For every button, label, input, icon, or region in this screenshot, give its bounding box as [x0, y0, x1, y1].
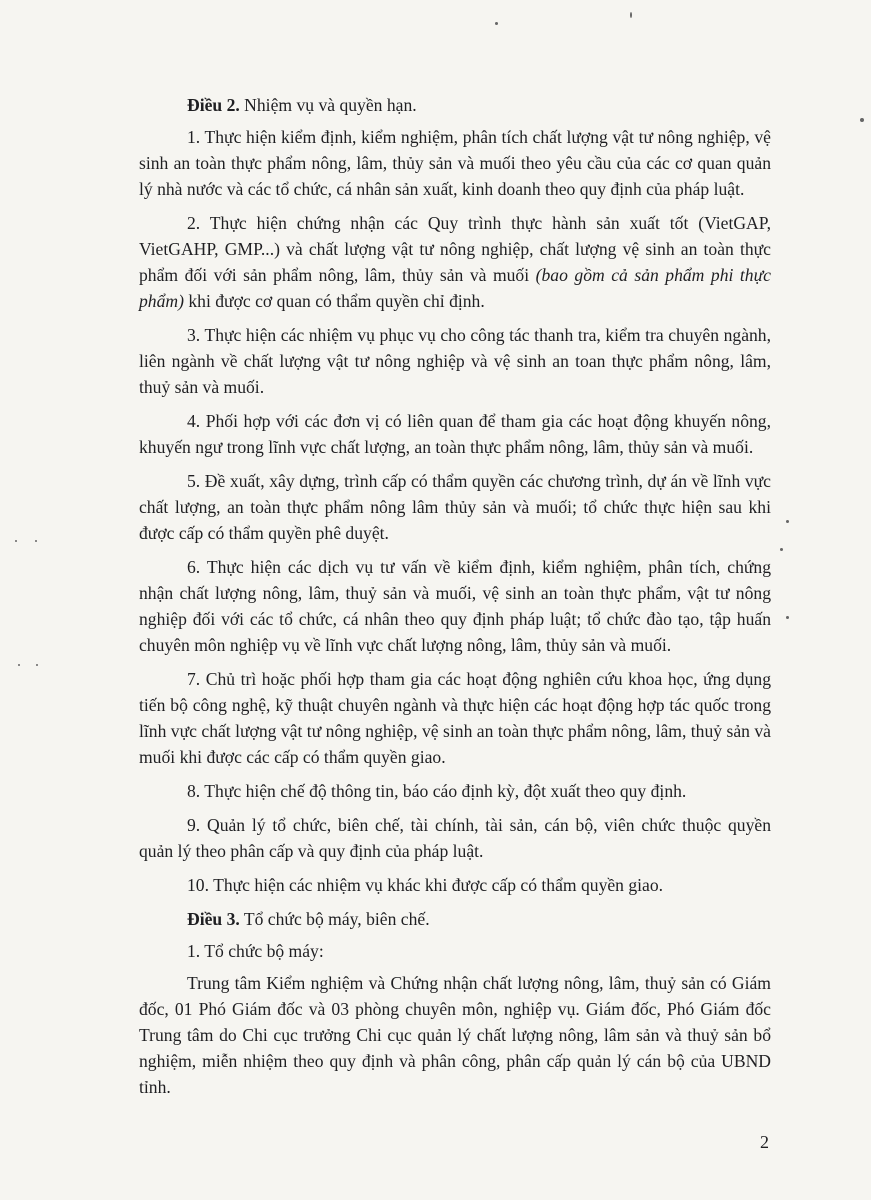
article-2-item-10: 10. Thực hiện các nhiệm vụ khác khi được cấp có thẩm quyền giao. — [187, 875, 664, 895]
article-2-item-2-italic: (bao gồm cả sản phẩm phi thực phẩm) — [139, 265, 771, 311]
scan-speck — [35, 540, 37, 542]
scan-speck — [15, 540, 17, 542]
scan-speck — [860, 118, 864, 122]
article-2-item-2 — [139, 210, 771, 314]
article-2-heading — [139, 92, 771, 118]
article-2-label: Điều 2. — [187, 95, 240, 115]
article-2-item-9: 9. Quản lý tổ chức, biên chế, tài chính, tài sản, cán bộ, viên chức thuộc quyền quản lý theo phân cấp và quy định của pháp luật. — [139, 815, 771, 861]
article-3-sub-1: 1. Tổ chức bộ máy: — [187, 941, 324, 961]
scan-speck — [786, 616, 789, 619]
article-3-heading — [139, 906, 771, 932]
article-2-item-4: 4. Phối hợp với các đơn vị có liên quan để tham gia các hoạt động khuyến nông, khuyến ngư trong lĩnh vực chất lượng, an toàn thực phẩm nông, lâm, thủy sản và muối. — [139, 411, 771, 457]
article-2-title: Nhiệm vụ và quyền hạn. — [239, 95, 417, 115]
page-number: 2 — [760, 1132, 769, 1152]
article-2-item-1: 1. Thực hiện kiểm định, kiểm nghiệm, phân tích chất lượng vật tư nông nghiệp, vệ sinh an toàn thực phẩm nông, lâm, thủy sản và muối theo yêu cầu của các cơ quan quản lý nhà nước và các tổ chức, cá nhân sản xuất, kinh doanh theo quy định của pháp luật. — [139, 127, 771, 199]
article-3-label: Điều 3. — [187, 909, 240, 929]
article-2-item-3: 3. Thực hiện các nhiệm vụ phục vụ cho công tác thanh tra, kiểm tra chuyên ngành, liên ngành về chất lượng vật tư nông nghiệp và vệ sinh an toan thực phẩm nông, lâm, thuỷ sản và muối. — [139, 325, 771, 397]
article-2-item-2-end: khi được cơ quan có thẩm quyền chỉ định. — [183, 291, 485, 311]
article-2-item-5: 5. Đề xuất, xây dựng, trình cấp có thẩm quyền các chương trình, dự án về lĩnh vực chất lượng, an toàn thực phẩm nông lâm thủy sản và muối; tổ chức thực hiện sau khi được cấp có thẩm quyền phê duyệt. — [139, 471, 771, 543]
article-2-item-2-text: 2. Thực hiện chứng nhận các Quy trình thực hành sản xuất tốt (VietGAP, VietGAHP, GMP...) và chất lượng vật tư nông nghiệp, chất lượng vệ sinh an toàn thực phẩm đối với sản phẩm nông, lâm, thủy sản và muối — [139, 213, 771, 285]
article-3-body: Trung tâm Kiểm nghiệm và Chứng nhận chất lượng nông, lâm, thuỷ sản có Giám đốc, 01 Phó Giám đốc và 03 phòng chuyên môn, nghiệp vụ. Giám đốc, Phó Giám đốc Trung tâm do Chi cục trưởng Chi cục quản lý chất lượng nông, lâm sản và thuỷ sản bổ nghiệm, miễn nhiệm theo quy định và phân công, phân cấp quản lý cán bộ của UBND tỉnh. — [139, 973, 771, 1097]
article-2-item-7: 7. Chủ trì hoặc phối hợp tham gia các hoạt động nghiên cứu khoa học, ứng dụng tiến bộ công nghệ, kỹ thuật chuyên ngành và thực hiện các hoạt động hợp tác quốc trong lĩnh vực chất lượng vật tư nông nghiệp, vệ sinh an toàn thực phẩm nông, lâm, thuỷ sản và muối khi được các cấp có thẩm quyền giao. — [139, 669, 771, 767]
scan-speck — [18, 664, 20, 666]
scan-speck — [780, 548, 783, 551]
article-2-item-6: 6. Thực hiện các dịch vụ tư vấn về kiểm định, kiểm nghiệm, phân tích, chứng nhận chất lượng nông, lâm, thuỷ sản và muối, vệ sinh an toàn thực phẩm, vật tư nông nghiệp đối với các tổ chức, cá nhân theo quy định pháp luật; tổ chức đào tạo, tập huấn chuyên môn nghiệp vụ về lĩnh vực chất lượng nông, lâm, thủy sản và muối. — [139, 557, 771, 655]
scan-speck — [495, 22, 498, 25]
scan-speck — [786, 520, 789, 523]
document-body — [139, 92, 771, 1108]
article-2-item-8: 8. Thực hiện chế độ thông tin, báo cáo định kỳ, đột xuất theo quy định. — [187, 781, 687, 801]
article-3-title: Tổ chức bộ máy, biên chế. — [239, 909, 430, 929]
scan-speck — [630, 12, 632, 18]
scan-speck — [36, 664, 38, 666]
